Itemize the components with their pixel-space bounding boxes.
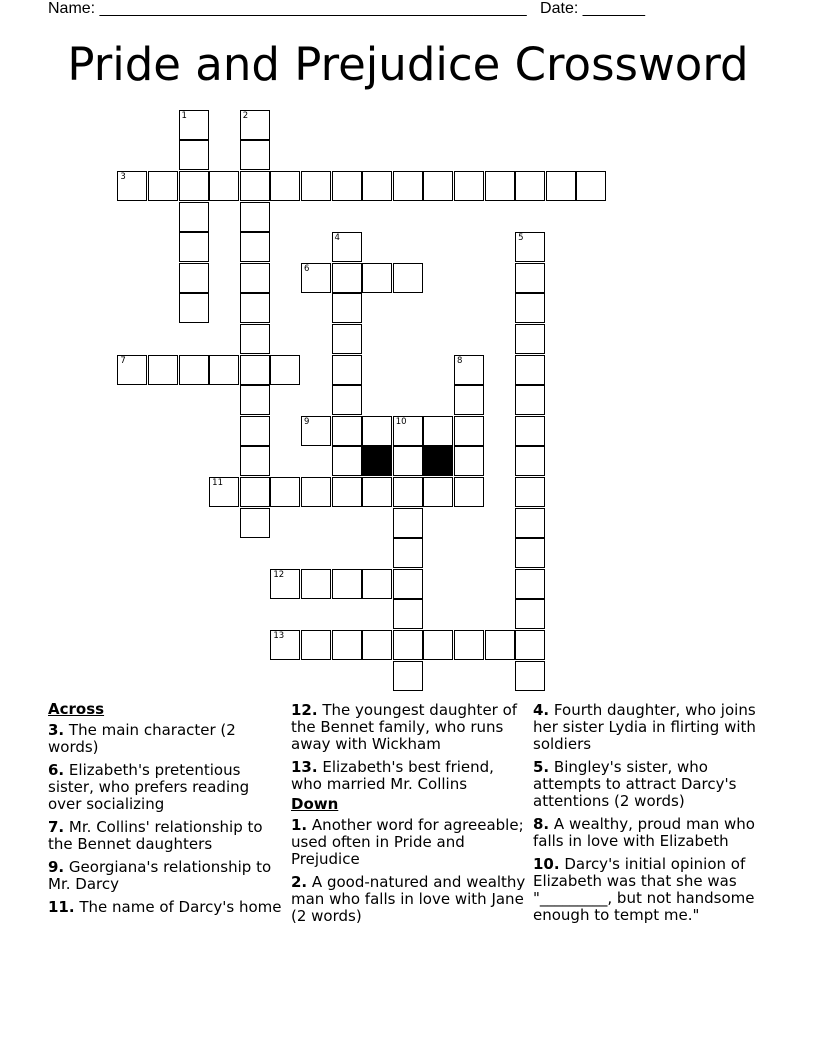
grid-cell[interactable]	[423, 416, 453, 446]
grid-cell[interactable]	[209, 355, 239, 385]
grid-cell[interactable]	[515, 446, 545, 476]
grid-cell[interactable]	[332, 263, 362, 293]
grid-cell[interactable]	[209, 171, 239, 201]
grid-cell[interactable]	[240, 140, 270, 170]
grid-cell[interactable]	[362, 416, 392, 446]
grid-cell[interactable]	[515, 538, 545, 568]
grid-cell[interactable]	[515, 416, 545, 446]
grid-cell[interactable]	[270, 477, 300, 507]
clue-down-5: 5. Bingley's sister, who attempts to attract Darcy's attentions (2 words)	[533, 758, 737, 810]
clue-down-2: 2. A good-natured and wealthy man who falls in love with Jane (2 words)	[291, 873, 526, 925]
clue-down-1: 1. Another word for agreeable; used often in Pride and Prejudice	[291, 816, 524, 868]
grid-cell[interactable]	[179, 232, 209, 262]
grid-cell[interactable]	[362, 630, 392, 660]
clue-number: 11	[212, 478, 223, 489]
grid-cell[interactable]	[393, 661, 423, 691]
clue-across-7: 7. Mr. Collins' relationship to the Bennet daughters	[48, 818, 263, 853]
grid-cell[interactable]	[117, 171, 147, 201]
grid-cell[interactable]	[332, 232, 362, 262]
grid-cell[interactable]	[240, 171, 270, 201]
clue-number: 5	[518, 233, 524, 244]
grid-cell[interactable]	[515, 324, 545, 354]
clue-column-3	[533, 702, 763, 930]
clue-number: 8	[456, 355, 463, 366]
grid-cell[interactable]	[179, 293, 209, 323]
clue-across-9: 9. Georgiana's relationship to Mr. Darcy	[48, 858, 272, 893]
grid-cell[interactable]	[515, 263, 545, 293]
grid-cell[interactable]	[332, 477, 362, 507]
clue-number: 2	[242, 110, 249, 121]
grid-cell[interactable]	[485, 630, 515, 660]
grid-cell[interactable]	[393, 569, 423, 599]
clue-across-3: 3. The main character (2 words)	[48, 721, 236, 756]
page-title: Pride and Prejudice Crossword	[67, 38, 749, 91]
grid-cell[interactable]	[454, 171, 484, 201]
grid-cell[interactable]	[332, 385, 362, 415]
grid-cell[interactable]	[393, 416, 423, 446]
grid-cell[interactable]	[515, 385, 545, 415]
grid-cell[interactable]	[240, 477, 270, 507]
grid-cell[interactable]	[393, 477, 423, 507]
name-blank[interactable]: ________________________________________________	[99, 0, 527, 17]
grid-cell[interactable]	[515, 599, 545, 629]
grid-cell[interactable]	[454, 630, 484, 660]
grid-cell[interactable]	[240, 324, 270, 354]
clue-number: 9	[303, 416, 310, 427]
grid-cell[interactable]	[454, 477, 484, 507]
grid-cell[interactable]	[393, 446, 423, 476]
grid-cell[interactable]	[546, 171, 576, 201]
grid-cell[interactable]	[148, 171, 178, 201]
grid-cell[interactable]	[515, 232, 545, 262]
grid-cell[interactable]	[240, 232, 270, 262]
clue-number: 3	[120, 172, 126, 183]
grid-cell[interactable]	[454, 446, 484, 476]
clue-number: 13	[273, 631, 285, 642]
grid-cell[interactable]	[423, 630, 453, 660]
date-blank[interactable]: _______	[582, 0, 646, 17]
grid-cell[interactable]	[393, 599, 423, 629]
grid-cell[interactable]	[270, 569, 300, 599]
grid-cell[interactable]	[393, 263, 423, 293]
grid-cell[interactable]	[240, 202, 270, 232]
grid-cell[interactable]	[301, 477, 331, 507]
grid-cell[interactable]	[332, 446, 362, 476]
grid-cell[interactable]	[270, 355, 300, 385]
grid-cell[interactable]	[515, 508, 545, 538]
clue-down-8: 8. A wealthy, proud man who falls in love with Elizabeth	[533, 815, 755, 850]
grid-cell[interactable]	[117, 355, 147, 385]
grid-cell[interactable]	[240, 385, 270, 415]
clue-number: 4	[334, 233, 340, 244]
grid-cell[interactable]	[240, 508, 270, 538]
grid-cell[interactable]	[393, 630, 423, 660]
grid-cell[interactable]	[240, 293, 270, 323]
grid-cell[interactable]	[454, 355, 484, 385]
grid-cell[interactable]	[332, 416, 362, 446]
grid-cell[interactable]	[179, 263, 209, 293]
down-heading: Down	[291, 795, 339, 813]
grid-cell[interactable]	[301, 569, 331, 599]
clue-across-11: 11. The name of Darcy's home	[48, 898, 282, 916]
grid-cell[interactable]	[515, 569, 545, 599]
clue-down-10: 10. Darcy's initial opinion of Elizabeth was that she was "_________, but not handsome enough to tempt me."	[533, 855, 755, 924]
grid-cell[interactable]	[301, 171, 331, 201]
grid-cell[interactable]	[393, 171, 423, 201]
grid-cell[interactable]	[515, 477, 545, 507]
grid-cell[interactable]	[515, 171, 545, 201]
grid-cell[interactable]	[179, 171, 209, 201]
grid-cell[interactable]	[332, 355, 362, 385]
grid-cell[interactable]	[454, 385, 484, 415]
grid-cell[interactable]	[148, 355, 178, 385]
grid-cell[interactable]	[179, 140, 209, 170]
clue-number: 1	[181, 110, 187, 121]
across-heading: Across	[48, 700, 105, 718]
clue-number: 12	[273, 569, 285, 580]
date-label: Date:	[540, 0, 579, 17]
grid-cell[interactable]	[362, 263, 392, 293]
grid-cell[interactable]	[515, 661, 545, 691]
grid-cell[interactable]	[179, 202, 209, 232]
grid-cell[interactable]	[179, 110, 209, 140]
grid-cell[interactable]	[270, 630, 300, 660]
clue-column-1	[48, 701, 284, 922]
grid-cell[interactable]	[240, 263, 270, 293]
grid-cell[interactable]	[240, 446, 270, 476]
grid-cell[interactable]	[515, 355, 545, 385]
grid-cell[interactable]	[301, 263, 331, 293]
black-square	[362, 446, 392, 476]
grid-cell[interactable]	[515, 630, 545, 660]
grid-cell[interactable]	[332, 324, 362, 354]
grid-cell[interactable]	[301, 630, 331, 660]
clue-number: 6	[303, 263, 310, 274]
grid-cell[interactable]	[362, 569, 392, 599]
clue-across-13: 13. Elizabeth's best friend, who married Mr. Collins	[291, 758, 494, 793]
grid-cell[interactable]	[240, 416, 270, 446]
grid-cell[interactable]	[576, 171, 606, 201]
clue-column-2	[291, 702, 527, 931]
grid-cell[interactable]	[332, 630, 362, 660]
grid-cell[interactable]	[362, 477, 392, 507]
clue-number: 7	[120, 355, 126, 366]
grid-cell[interactable]	[240, 355, 270, 385]
grid-cell[interactable]	[454, 416, 484, 446]
grid-cell[interactable]	[332, 293, 362, 323]
clue-number: 10	[395, 416, 407, 427]
grid-cell[interactable]	[485, 171, 515, 201]
grid-cell[interactable]	[423, 477, 453, 507]
clue-down-4: 4. Fourth daughter, who joins her sister Lydia in flirting with soldiers	[533, 701, 756, 753]
grid-cell[interactable]	[393, 508, 423, 538]
grid-cell[interactable]	[332, 171, 362, 201]
name-label: Name:	[48, 0, 96, 17]
grid-cell[interactable]	[301, 416, 331, 446]
clue-across-12: 12. The youngest daughter of the Bennet family, who runs away with Wickham	[291, 701, 518, 753]
grid-cell[interactable]	[362, 171, 392, 201]
black-square	[423, 446, 453, 476]
grid-cell[interactable]	[423, 171, 453, 201]
grid-cell[interactable]	[240, 110, 270, 140]
grid-cell[interactable]	[179, 355, 209, 385]
grid-cell[interactable]	[270, 171, 300, 201]
clue-across-6: 6. Elizabeth's pretentious sister, who prefers reading over socializing	[48, 761, 250, 813]
grid-cell[interactable]	[209, 477, 239, 507]
grid-cell[interactable]	[332, 569, 362, 599]
grid-cell[interactable]	[515, 293, 545, 323]
grid-cell[interactable]	[393, 538, 423, 568]
